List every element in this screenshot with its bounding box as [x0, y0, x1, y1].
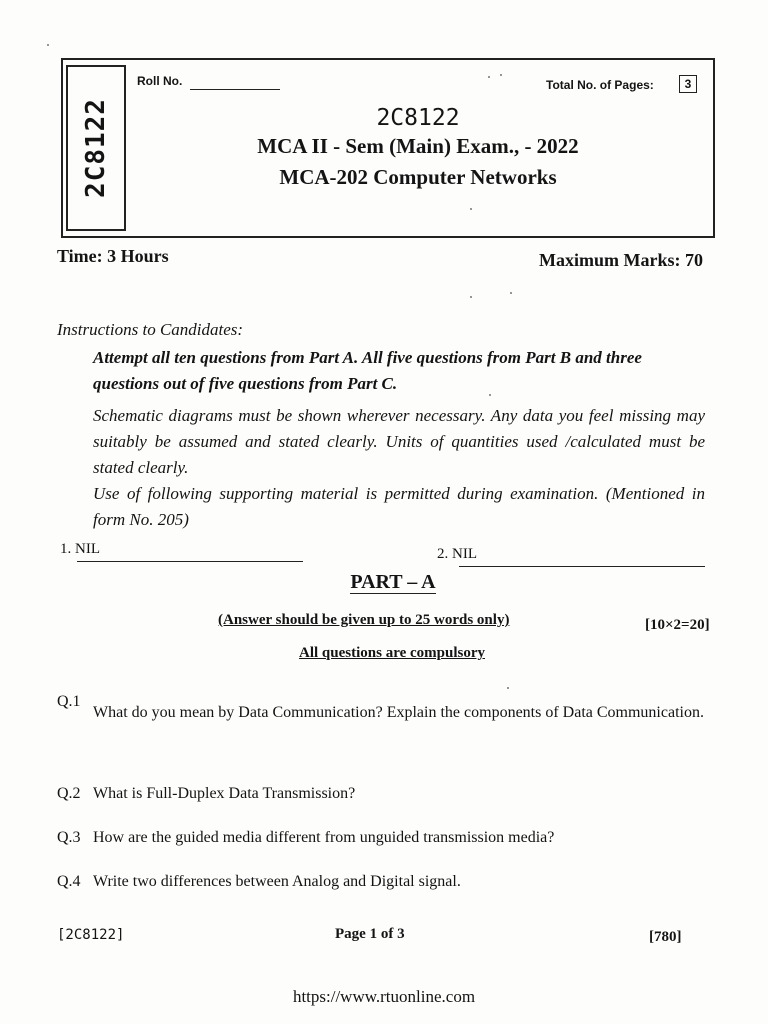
instruction-material: Use of following supporting material is permitted during examination. (Mentioned in form No. 205)	[93, 484, 705, 529]
instructions-heading: Instructions to Candidates:	[57, 320, 244, 339]
course-title: MCA-202 Computer Networks	[279, 165, 557, 189]
question-number: Q.1	[57, 693, 81, 710]
scan-speck	[500, 74, 502, 76]
footer-page-number: Page 1 of 3	[335, 926, 405, 942]
question-number: Q.4	[57, 873, 81, 890]
scan-speck	[488, 76, 490, 78]
question-text: What is Full-Duplex Data Transmission?	[93, 785, 356, 802]
maximum-marks: Maximum Marks: 70	[539, 250, 703, 270]
part-a-heading-text: PART – A	[350, 571, 436, 593]
material-line-1	[77, 561, 303, 562]
material-item-1: 1. NIL	[60, 541, 100, 557]
part-a-heading	[0, 571, 768, 594]
instruction-attempt: Attempt all ten questions from Part A. All five questions from Part B and three questions out of five questions from Part C.	[93, 348, 642, 393]
roll-number-label: Roll No.	[137, 74, 183, 88]
part-a-marks: [10×2=20]	[645, 617, 710, 633]
scan-speck	[507, 687, 509, 689]
total-pages-value: 3	[679, 75, 697, 93]
material-item-2: 2. NIL	[437, 546, 477, 562]
footer-paper-code: [2C8122]	[57, 927, 125, 943]
part-a-note: (Answer should be given up to 25 words only)	[218, 612, 510, 628]
total-pages-label: Total No. of Pages:	[546, 78, 654, 92]
paper-code: 2C8122	[376, 105, 460, 131]
instruction-diagrams: Schematic diagrams must be shown wherever necessary. Any data you feel missing may suitably be assumed and stated clearly. Units of quantities used /calculated must be stated clearly.	[93, 406, 705, 477]
scan-speck	[470, 208, 472, 210]
source-url-link[interactable]: https://www.rtuonline.com	[292, 987, 476, 1006]
question-text: Write two differences between Analog and Digital signal.	[93, 873, 461, 890]
question-text: What do you mean by Data Communication? Explain the components of Data Communication.	[93, 704, 704, 721]
exam-title: MCA II - Sem (Main) Exam., - 2022	[257, 134, 579, 158]
roll-number-line	[190, 89, 280, 90]
question-text: How are the guided media different from unguided transmission media?	[93, 829, 555, 846]
scan-speck	[47, 44, 49, 46]
footer-serial-number: [780]	[649, 929, 682, 945]
compulsory-note: All questions are compulsory	[299, 645, 485, 661]
vertical-paper-code: 2C8122	[81, 98, 111, 198]
question-number: Q.3	[57, 829, 81, 846]
scan-speck	[470, 296, 472, 298]
time-duration: Time: 3 Hours	[57, 246, 169, 266]
scan-speck	[510, 292, 512, 294]
material-line-2	[459, 566, 705, 567]
scan-speck	[489, 394, 491, 396]
question-number: Q.2	[57, 785, 81, 802]
